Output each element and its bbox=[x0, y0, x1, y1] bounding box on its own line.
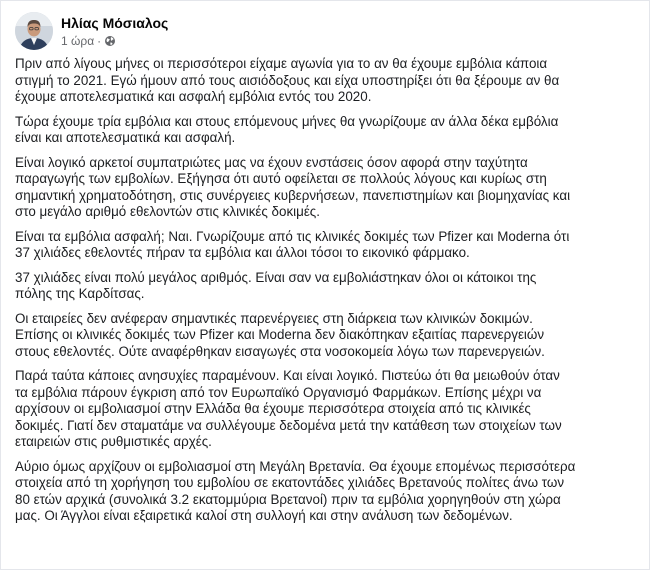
post-text-line: σημαντική χρηματοδότηση, στις συνέργειες κυβερνήσεων, πανεπιστημίων και βιομηχανίας και bbox=[15, 187, 571, 203]
post-text-line: Οι εταιρείες δεν ανέφεραν σημαντικές παρενέργειες στη διάρκεια των κλινικών δοκιμών. bbox=[15, 310, 533, 326]
post-paragraph bbox=[15, 311, 637, 361]
post-text-line: Αύριο όμως αρχίζουν οι εμβολιασμοί στη Μεγάλη Βρετανία. Θα έχουμε επομένως περισσότερα bbox=[15, 458, 576, 474]
post-text-line: μας. Οι Άγγλοι είναι εξαιρετικά καλοί στη συλλογή και στην ανάλυση των δεδομένων. bbox=[15, 508, 513, 523]
post-body bbox=[15, 56, 637, 533]
post-text-line: τα εμβόλια πάρουν έγκριση από τον Ευρωπαϊκό Οργανισμό Φαρμάκων. Επίσης μέχρι να bbox=[15, 384, 542, 400]
post-paragraph bbox=[15, 368, 637, 451]
post-paragraph bbox=[15, 155, 637, 221]
author-name[interactable]: Ηλίας Μόσιαλος bbox=[61, 14, 169, 31]
globe-icon[interactable] bbox=[104, 35, 116, 47]
post-timestamp[interactable]: 1 ώρα bbox=[61, 33, 95, 48]
post-text-line: παραγωγής των εμβολίων. Εξήγησα ότι αυτό οφείλεται σε πολλούς λόγους και κυρίως στη bbox=[15, 171, 547, 186]
post-text-line: πόλης της Καρδίτσας. bbox=[15, 286, 145, 301]
post-text-line: Είναι τα εμβόλια ασφαλή; Ναι. Γνωρίζουμε από τις κλινικές δοκιμές των Pfizer και Moderna ότι bbox=[15, 228, 570, 244]
post-paragraph bbox=[15, 270, 637, 303]
post-text-line: εταιρειών στις ρυθμιστικές αρχές. bbox=[15, 434, 212, 449]
post-text-line: 80 ετών αρχικά (συνολικά 3.2 εκατομμύρια Βρετανοί) πριν τα εμβόλια χορηγηθούν στη χώρα bbox=[15, 491, 561, 507]
avatar-photo-icon bbox=[15, 12, 53, 50]
post-paragraph bbox=[15, 459, 637, 525]
post-text-line: Παρά ταύτα κάποιες ανησυχίες παραμένουν. Και είναι λογικό. Πιστεύω ότι θα μειωθούν όταν bbox=[15, 368, 560, 383]
post-text-line: έχουμε αποτελεσματικά και ασφαλή εμβόλια εντός του 2020. bbox=[15, 89, 372, 104]
post-text-line: είναι και αποτελεσματικά και ασφαλή. bbox=[15, 130, 236, 145]
post-text-line: 37 χιλιάδες εθελοντές πήραν τα εμβόλια και άλλοι τόσοι το εικονικό φάρμακο. bbox=[15, 245, 470, 260]
avatar[interactable] bbox=[15, 12, 53, 50]
post-text-line: Πριν από λίγους μήνες οι περισσότεροι είχαμε αγωνία για το αν θα έχουμε εμβόλια κάποια bbox=[15, 56, 548, 71]
post-text-line: Τώρα έχουμε τρία εμβόλια και στους επόμενους μήνες θα γνωρίζουμε αν άλλα δέκα εμβόλια bbox=[15, 113, 559, 129]
post-text-line: Επίσης οι κλινικές δοκιμές των Pfizer και Moderna δεν διακόπηκαν εξαιτίας παρενεργειών bbox=[15, 327, 545, 342]
separator-dot: · bbox=[97, 33, 102, 48]
post-text-line: Είναι λογικό αρκετοί συμπατριώτες μας να έχουν ενστάσεις όσον αφορά στην ταχύτητα bbox=[15, 154, 528, 170]
post-paragraph bbox=[15, 56, 637, 106]
post-text-line: 37 χιλιάδες είναι πολύ μεγάλος αριθμός. Είναι σαν να εμβολιάστηκαν όλοι οι κάτοικοι της bbox=[15, 269, 537, 285]
post-header bbox=[15, 11, 168, 51]
post-meta bbox=[61, 14, 168, 49]
post-text-line: στιγμή το 2021. Εγώ ήμουν από τους αισιόδοξους και είχα υποστηρίξει ότι θα ξέρουμε αν θα bbox=[15, 72, 560, 88]
post-subline bbox=[61, 33, 168, 49]
post-text-line: δοκιμές. Γιατί δεν σταματάμε να συλλέγουμε δεδομένα μετά την κατάθεση των στοιχείων των bbox=[15, 417, 562, 433]
post-text-line: στο μεγάλο αριθμό εθελοντών στις κλινικές δοκιμές. bbox=[15, 204, 320, 219]
post-text-line: στους εθελοντές. Ούτε αναφέρθηκαν εισαγωγές στα νοσοκομεία λόγω των παρενεργειών. bbox=[15, 343, 545, 359]
post-paragraph bbox=[15, 229, 637, 262]
post-text-line: στοιχεία από τη χορήγηση του εμβολίου σε εκατοντάδες χιλιάδες Βρετανούς πολίτες άνω των bbox=[15, 475, 565, 490]
post-paragraph bbox=[15, 114, 637, 147]
post-text-line: αρχίσουν οι εμβολιασμοί στην Ελλάδα θα έχουμε περισσότερα στοιχεία από τις κλινικές bbox=[15, 401, 531, 416]
